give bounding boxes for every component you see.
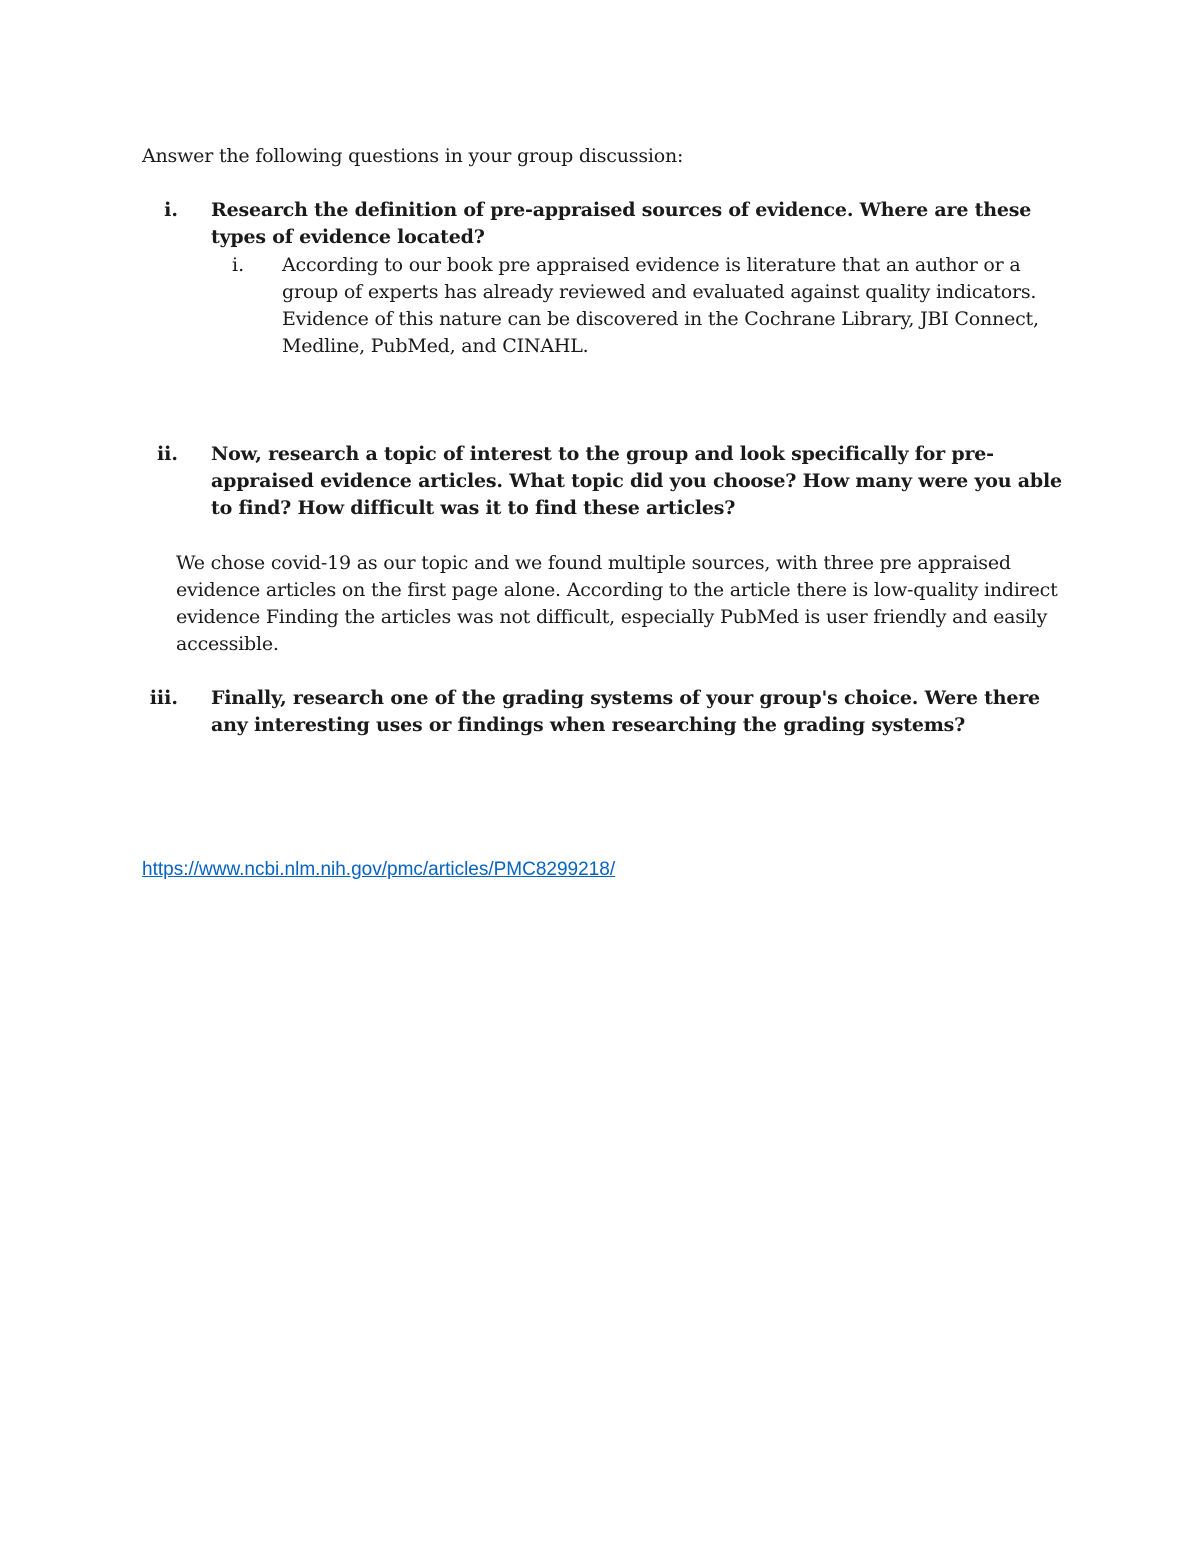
question-3-text: Finally, research one of the grading systems of your group's choice. Were there any interesting uses or findings when researching the grading systems? (211, 687, 1040, 736)
answer-1-text: According to our book pre appraised evidence is literature that an author or a group of experts has already reviewed and evaluated against quality indicators. Evidence of this nature can be discovered in the Cochrane Library, JBI Connect, Medline, PubMed, and CINAHL. (282, 254, 1039, 357)
answer-2-text: We chose covid-19 as our topic and we found multiple sources, with three pre appraised evidence articles on the first page alone. According to the article there is low-quality indirect evidence Finding the articles was not difficult, especially PubMed is user friendly and easily accessible. (176, 552, 1058, 655)
question-3-number: iii. (149, 687, 178, 709)
intro-text: Answer the following questions in your group discussion: (142, 145, 684, 167)
answer-1-number: i. (232, 254, 245, 276)
reference-link[interactable]: https://www.ncbi.nlm.nih.gov/pmc/articles/PMC8299218/ (142, 859, 616, 880)
question-1-text: Research the definition of pre-appraised sources of evidence. Where are these types of evidence located? (211, 199, 1032, 248)
question-1-number: i. (164, 199, 178, 221)
question-2-number: ii. (156, 443, 178, 465)
question-2-text: Now, research a topic of interest to the group and look specifically for pre-appraised evidence articles. What topic did you choose? How many were you able to find? How difficult was it to find these articles? (211, 443, 1062, 519)
